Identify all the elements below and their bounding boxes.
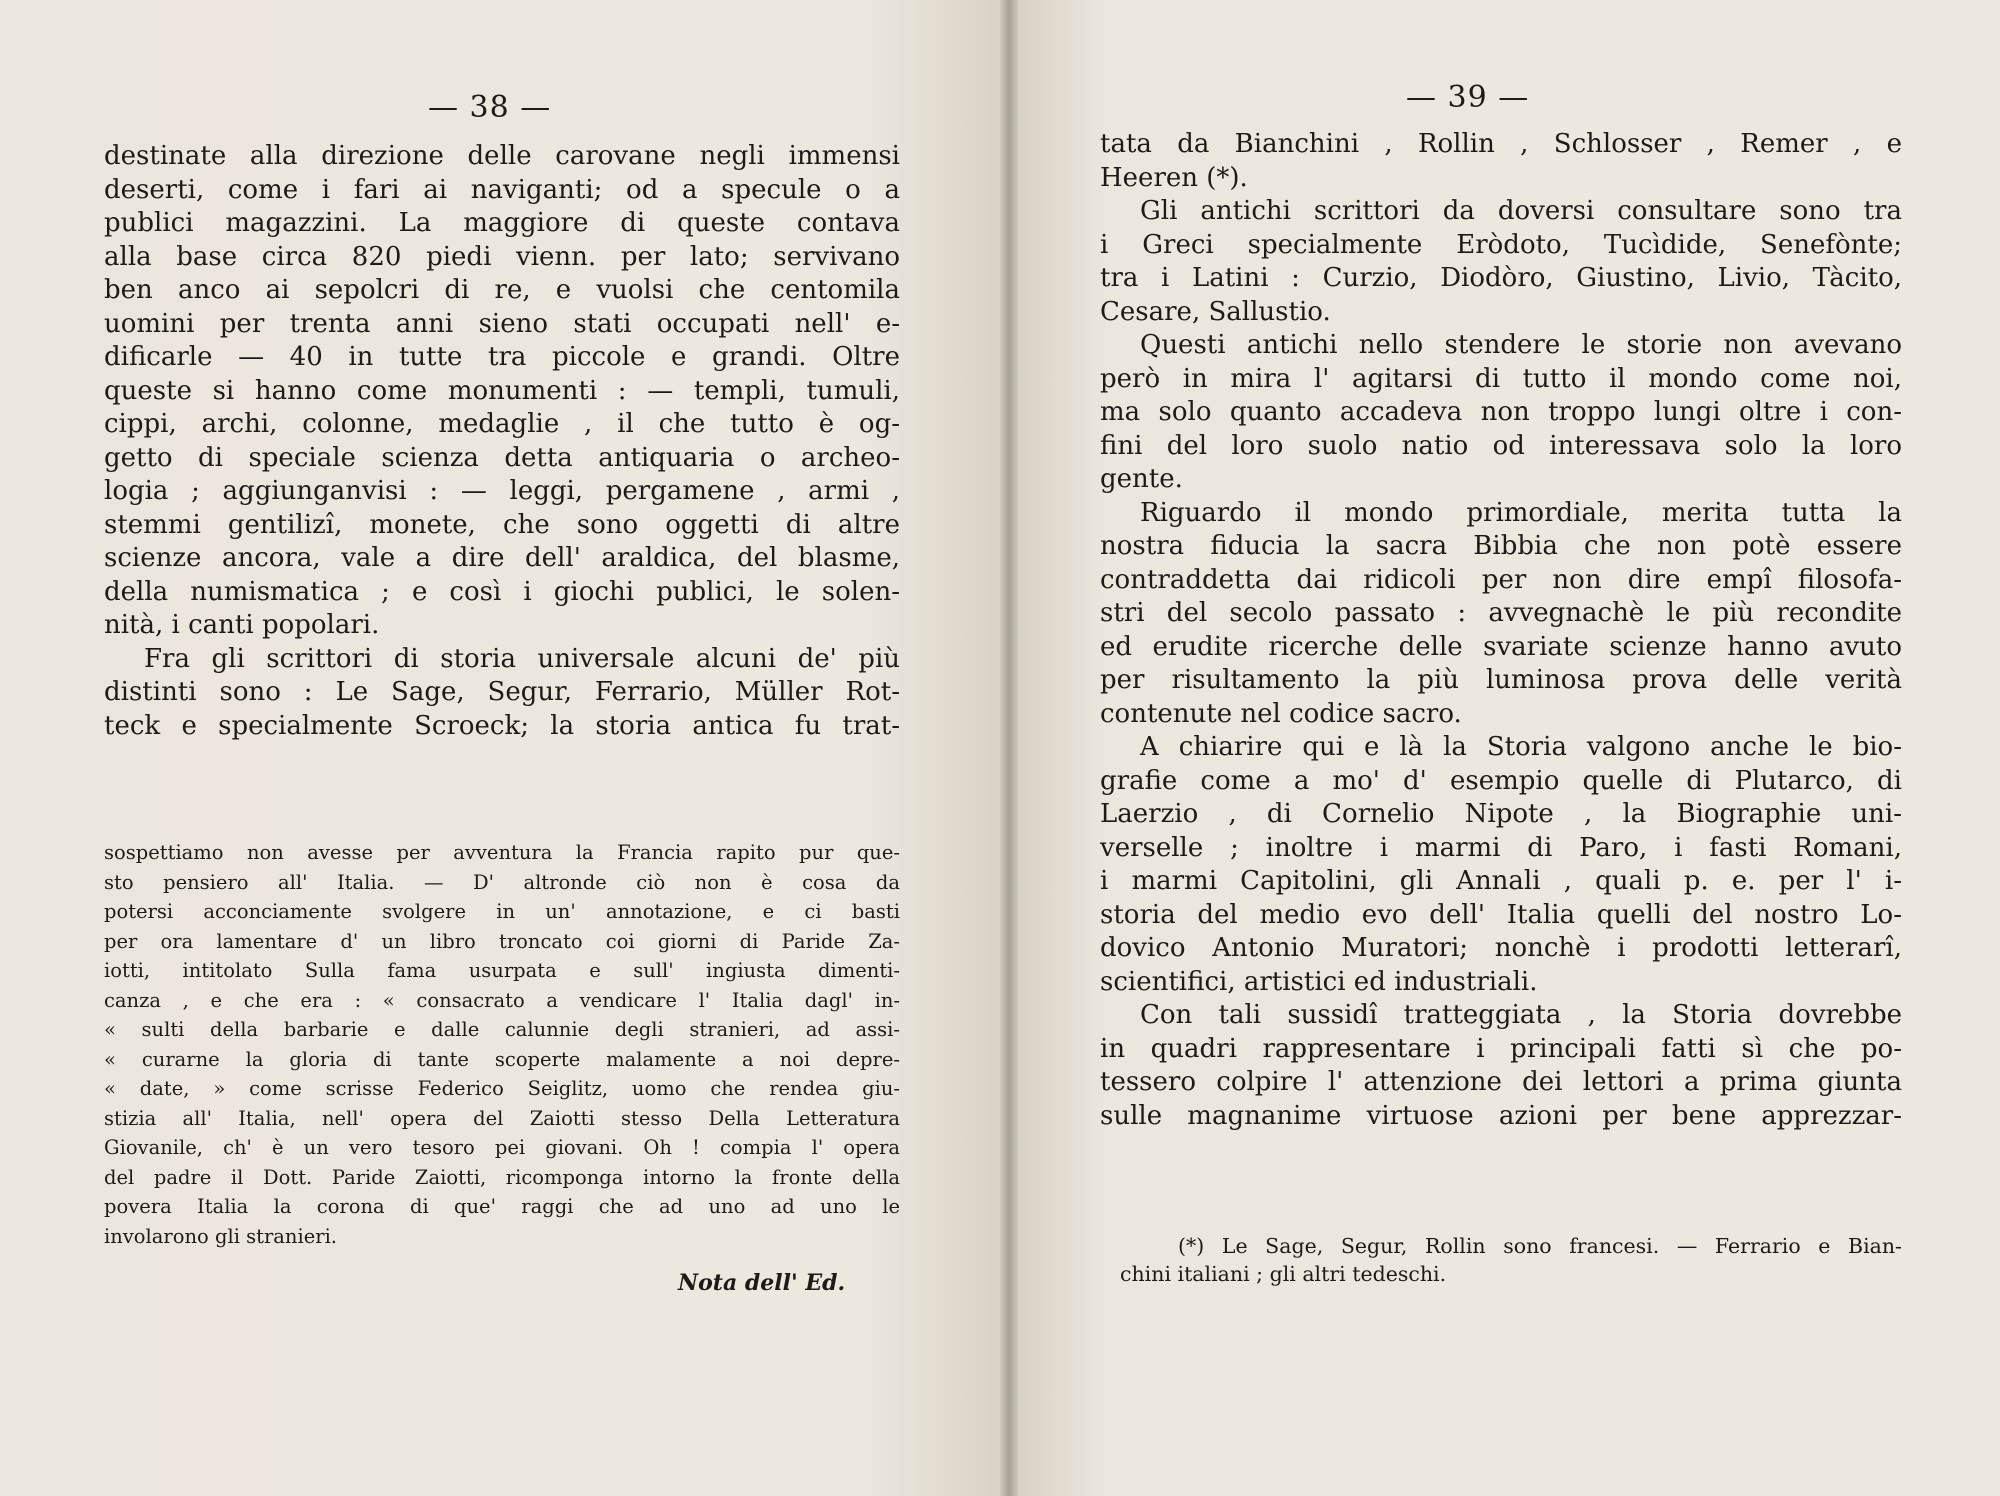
text-line: Laerzio , di Cornelio Nipote , la Biographie uni- <box>1100 799 1902 829</box>
text-line: i Greci specialmente Eròdoto, Tucìdide, Senefònte; <box>1100 229 1902 260</box>
text-line: tessero colpire l' attenzione dei lettori a prima giunta <box>1100 1067 1902 1097</box>
text-line: ed erudite ricerche delle svariate scienze hanno avuto <box>1100 631 1902 662</box>
text-line: tra i Latini : Curzio, Diodòro, Giustino, Livio, Tàcito, <box>1100 263 1902 293</box>
text-line: storia del medio evo dell' Italia quelli del nostro Lo- <box>1100 899 1902 930</box>
footnote-line: (*) Le Sage, Segur, Rollin sono francesi. — Ferrario e Bian- <box>1178 1234 1902 1258</box>
text-line: publici magazzini. La maggiore di queste contava <box>104 208 900 238</box>
right-page <box>1008 0 2000 1496</box>
text-line: i marmi Capitolini, gli Annali , quali p. e. per l' i- <box>1100 866 1902 896</box>
editor-note <box>104 838 900 1251</box>
text-line: deserti, come i fari ai naviganti; od a specule o a <box>104 174 900 205</box>
text-line: contenute nel codice sacro. <box>1100 698 1462 729</box>
text-line: contraddetta dai ridicoli per non dire empî filosofa- <box>1100 564 1902 595</box>
book-gutter <box>1000 0 1018 1496</box>
text-line: distinti sono : Le Sage, Segur, Ferrario, Müller Rot- <box>104 677 900 707</box>
text-line: uomini per trenta anni sieno stati occupati nell' e- <box>104 308 900 339</box>
note-line: « curarne la gloria di tante scoperte malamente a noi depre- <box>104 1047 900 1071</box>
text-line: destinate alla direzione delle carovane negli immensi <box>104 141 900 171</box>
text-line: stemmi gentilizî, monete, che sono oggetti di altre <box>104 509 900 540</box>
text-line: dificarle — 40 in tutte tra piccole e grandi. Oltre <box>104 342 900 372</box>
text-line: dovico Antonio Muratori; nonchè i prodotti letterarî, <box>1100 933 1902 963</box>
note-line: involarono gli stranieri. <box>104 1224 338 1248</box>
text-line: verselle ; inoltre i marmi di Paro, i fasti Romani, <box>1100 832 1902 863</box>
footnote-line: chini italiani ; gli altri tedeschi. <box>1120 1262 1447 1286</box>
text-line: della numismatica ; e così i giochi publici, le solen- <box>104 576 900 607</box>
text-line: teck e specialmente Scroeck; la storia antica fu trat- <box>104 710 900 741</box>
text-line: ben anco ai sepolcri di re, e vuolsi che centomila <box>104 275 900 305</box>
text-line: getto di speciale scienza detta antiquaria o archeo- <box>104 442 900 473</box>
text-line: Cesare, Sallustio. <box>1100 296 1331 327</box>
text-line: gente. <box>1100 464 1183 494</box>
text-line: cippi, archi, colonne, medaglie , il che tutto è og- <box>104 409 900 439</box>
right-body-text <box>1100 128 1902 1133</box>
text-line: Riguardo il mondo primordiale, merita tutta la <box>1140 497 1902 528</box>
text-line: Fra gli scrittori di storia universale alcuni de' più <box>144 643 900 674</box>
text-line: Heeren (*). <box>1100 162 1248 193</box>
text-line: grafie come a mo' d' esempio quelle di Plutarco, di <box>1100 765 1902 796</box>
note-line: stizia all' Italia, nell' opera del Zaiotti stesso Della Letteratura <box>104 1106 900 1130</box>
text-line: nostra fiducia la sacra Bibbia che non potè essere <box>1100 531 1902 561</box>
note-line: canza , e che era : « consacrato a vendicare l' Italia dagl' in- <box>104 988 900 1012</box>
page-number-left: — 38 — <box>428 90 552 125</box>
left-body-text <box>104 140 900 743</box>
note-line: povera Italia la corona di que' raggi che ad uno ad uno le <box>104 1195 900 1218</box>
footnote <box>1120 1232 1902 1288</box>
text-line: tata da Bianchini , Rollin , Schlosser , Remer , e <box>1100 129 1902 159</box>
text-line: Questi antichi nello stendere le storie non avevano <box>1140 330 1902 360</box>
note-line: iotti, intitolato Sulla fama usurpata e sull' ingiusta dimenti- <box>104 959 900 982</box>
note-line: Giovanile, ch' è un vero tesoro pei giovani. Oh ! compia l' opera <box>104 1136 900 1159</box>
text-line: A chiarire qui e là la Storia valgono anche le bio- <box>1140 732 1902 762</box>
text-line: in quadri rappresentare i principali fatti sì che po- <box>1100 1033 1902 1064</box>
text-line: logia ; aggiunganvisi : — leggi, pergamene , armi , <box>104 476 900 506</box>
note-line: sto pensiero all' Italia. — D' altronde ciò non è cosa da <box>104 870 900 894</box>
text-line: scientifici, artistici ed industriali. <box>1100 966 1538 997</box>
note-line: per ora lamentare d' un libro troncato coi giorni di Paride Za- <box>104 929 900 953</box>
text-line: fini del loro suolo natio od interessava solo la loro <box>1100 430 1902 461</box>
note-line: sospettiamo non avesse per avventura la Francia rapito pur que- <box>104 841 900 864</box>
note-line: « date, » come scrisse Federico Seiglitz, uomo che rendea giu- <box>104 1077 900 1100</box>
text-line: stri del secolo passato : avvegnachè le più recondite <box>1100 598 1902 628</box>
text-line: però in mira l' agitarsi di tutto il mondo come noi, <box>1100 363 1902 394</box>
text-line: nità, i canti popolari. <box>104 610 380 640</box>
text-line: Con tali sussidî tratteggiata , la Storia dovrebbe <box>1140 1000 1902 1030</box>
note-line: del padre il Dott. Paride Zaiotti, ricomponga intorno la fronte della <box>104 1165 900 1189</box>
text-line: scienze ancora, vale a dire dell' araldica, del blasme, <box>104 543 900 573</box>
text-line: Gli antichi scrittori da doversi consultare sono tra <box>1140 196 1902 226</box>
note-line: « sulti della barbarie e dalle calunnie degli stranieri, ad assi- <box>104 1018 900 1041</box>
text-line: sulle magnanime virtuose azioni per bene apprezzar- <box>1100 1100 1902 1131</box>
page-number-right: — 39 — <box>1406 80 1530 115</box>
text-line: per risultamento la più luminosa prova delle verità <box>1100 665 1902 695</box>
text-line: queste si hanno come monumenti : — templi, tumuli, <box>104 375 900 406</box>
note-signature: Nota dell' Ed. <box>678 1270 846 1296</box>
text-line: ma solo quanto accadeva non troppo lungi oltre i con- <box>1100 397 1902 427</box>
note-line: potersi acconciamente svolgere in un' annotazione, e ci basti <box>104 900 900 923</box>
text-line: alla base circa 820 piedi vienn. per lato; servivano <box>104 241 900 272</box>
